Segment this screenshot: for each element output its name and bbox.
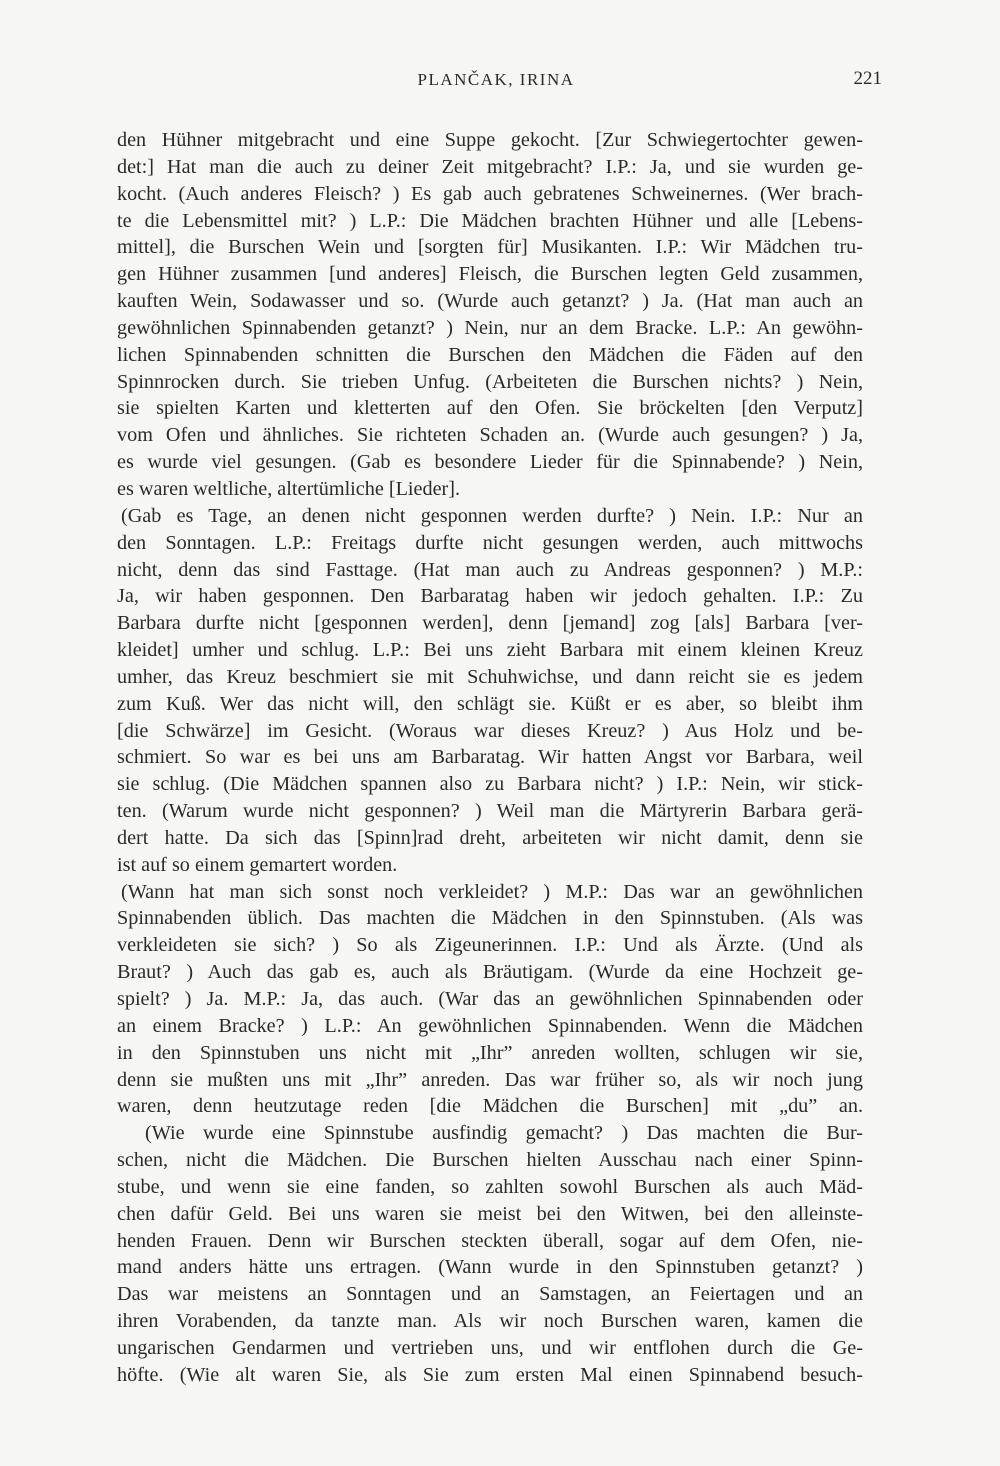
text-line: denn sie mußten uns mit „Ihr” anreden. Das war früher so, als wir noch jung <box>117 1068 863 1091</box>
text-line: stube, und wenn sie eine fanden, so zahlten sowohl Burschen als auch Mäd- <box>117 1175 863 1198</box>
text-line: in den Spinnstuben uns nicht mit „Ihr” anreden wollten, schlugen wir sie, <box>117 1041 863 1064</box>
text-line: kleidet] umher und schlug. L.P.: Bei uns zieht Barbara mit einem kleinen Kreuz <box>117 639 863 662</box>
text-line: verkleideten sie sich? ) So als Zigeunerinnen. I.P.: Und als Ärzte. (Und als <box>117 934 863 957</box>
text-line: te die Lebensmittel mit? ) L.P.: Die Mädchen brachten Hühner und alle [Lebens- <box>117 209 863 232</box>
text-line: Spinnabenden üblich. Das machten die Mädchen in den Spinnstuben. (Als was <box>117 907 863 930</box>
text-line: spielt? ) Ja. M.P.: Ja, das auch. (War das an gewöhnlichen Spinnabenden oder <box>117 988 863 1010</box>
text-line: sie spielten Karten und kletterten auf den Ofen. Sie bröckelten [den Verputz] <box>117 397 863 420</box>
page-number: 221 <box>853 68 882 89</box>
text-line: ist auf so einem gemartert worden. <box>117 853 398 876</box>
text-line: nicht, denn das sind Fasttage. (Hat man auch zu Andreas gesponnen? ) M.P.: <box>117 558 863 581</box>
running-head <box>110 66 882 96</box>
text-line: lichen Spinnabenden schnitten die Burschen den Mädchen die Fäden auf den <box>117 343 863 366</box>
text-line: den Sonntagen. L.P.: Freitags durfte nicht gesungen werden, auch mittwochs <box>117 531 863 554</box>
text-line: waren, denn heutzutage reden [die Mädchen die Burschen] mit „du” an. <box>117 1095 863 1118</box>
text-line: Das war meistens an Sonntagen und an Samstagen, an Feiertagen und an <box>117 1283 863 1306</box>
text-line: henden Frauen. Denn wir Burschen steckten überall, sogar auf dem Ofen, nie- <box>117 1229 863 1252</box>
body-text <box>117 127 863 1389</box>
running-title: PLANČAK, IRINA <box>417 70 575 89</box>
text-line: es waren weltliche, altertümliche [Lieder]. <box>117 477 461 500</box>
text-line: det:] Hat man die auch zu deiner Zeit mitgebracht? I.P.: Ja, und sie wurden ge- <box>117 155 863 178</box>
text-line: gewöhnlichen Spinnabenden getanzt? ) Nein, nur an dem Bracke. L.P.: An gewöhn- <box>117 316 863 339</box>
text-line: (Wann hat man sich sonst noch verkleidet? ) M.P.: Das war an gewöhnlichen <box>121 880 863 903</box>
text-line: chen dafür Geld. Bei uns waren sie meist bei den Witwen, bei den alleinste- <box>117 1202 863 1225</box>
text-line: mittel], die Burschen Wein und [sorgten für] Musikanten. I.P.: Wir Mädchen tru- <box>117 236 863 259</box>
text-line: umher, das Kreuz beschmiert sie mit Schuhwichse, und dann reicht sie es jedem <box>117 665 863 688</box>
text-line: den Hühner mitgebracht und eine Suppe gekocht. [Zur Schwiegertochter gewen- <box>117 129 863 151</box>
text-line: schmiert. So war es bei uns am Barbaratag. Wir hatten Angst vor Barbara, weil <box>117 746 863 769</box>
text-line: kauften Wein, Sodawasser und so. (Wurde auch getanzt? ) Ja. (Hat man auch an <box>117 290 863 313</box>
text-line: ihren Vorabenden, da tanzte man. Als wir noch Burschen waren, kamen die <box>117 1310 863 1333</box>
text-line: sie schlug. (Die Mädchen spannen also zu Barbara nicht? ) I.P.: Nein, wir stick- <box>117 773 863 796</box>
text-line: [die Schwärze] im Gesicht. (Woraus war dieses Kreuz? ) Aus Holz und be- <box>117 719 863 742</box>
text-line: es wurde viel gesungen. (Gab es besondere Lieder für die Spinnabende? ) Nein, <box>117 451 863 474</box>
text-line: ten. (Warum wurde nicht gesponnen? ) Weil man die Märtyrerin Barbara gerä- <box>117 800 863 823</box>
text-line: Ja, wir haben gesponnen. Den Barbaratag haben wir jedoch gehalten. I.P.: Zu <box>117 585 863 608</box>
text-line: Spinnrocken durch. Sie trieben Unfug. (Arbeiteten die Burschen nichts? ) Nein, <box>117 370 863 393</box>
text-line: dert hatte. Da sich das [Spinn]rad dreht, arbeiteten wir nicht damit, denn sie <box>117 826 863 849</box>
text-line: vom Ofen und ähnliches. Sie richteten Schaden an. (Wurde auch gesungen? ) Ja, <box>117 424 863 447</box>
text-line: Barbara durfte nicht [gesponnen werden], denn [jemand] zog [als] Barbara [ver- <box>117 612 863 635</box>
text-line: schen, nicht die Mädchen. Die Burschen hielten Ausschau nach einer Spinn- <box>117 1149 863 1172</box>
text-line: (Gab es Tage, an denen nicht gesponnen werden durfte? ) Nein. I.P.: Nur an <box>121 504 863 527</box>
text-line: Braut? ) Auch das gab es, auch als Bräutigam. (Wurde da eine Hochzeit ge- <box>117 961 863 984</box>
text-line: mand anders hätte uns ertragen. (Wann wurde in den Spinnstuben getanzt? ) <box>117 1256 863 1279</box>
text-line: zum Kuß. Wer das nicht will, den schlägt sie. Küßt er es aber, so bleibt ihm <box>117 692 863 715</box>
text-line: höfte. (Wie alt waren Sie, als Sie zum ersten Mal einen Spinnabend besuch- <box>117 1363 863 1386</box>
text-line: (Wie wurde eine Spinnstube ausfindig gemacht? ) Das machten die Bur- <box>145 1122 863 1145</box>
text-line: gen Hühner zusammen [und anderes] Fleisch, die Burschen legten Geld zusammen, <box>117 263 863 286</box>
text-line: ungarischen Gendarmen und vertrieben uns, und wir entflohen durch die Ge- <box>117 1336 863 1359</box>
text-line: an einem Bracke? ) L.P.: An gewöhnlichen Spinnabenden. Wenn die Mädchen <box>117 1014 863 1037</box>
text-line: kocht. (Auch anderes Fleisch? ) Es gab auch gebratenes Schweinernes. (Wer brach- <box>117 182 863 205</box>
